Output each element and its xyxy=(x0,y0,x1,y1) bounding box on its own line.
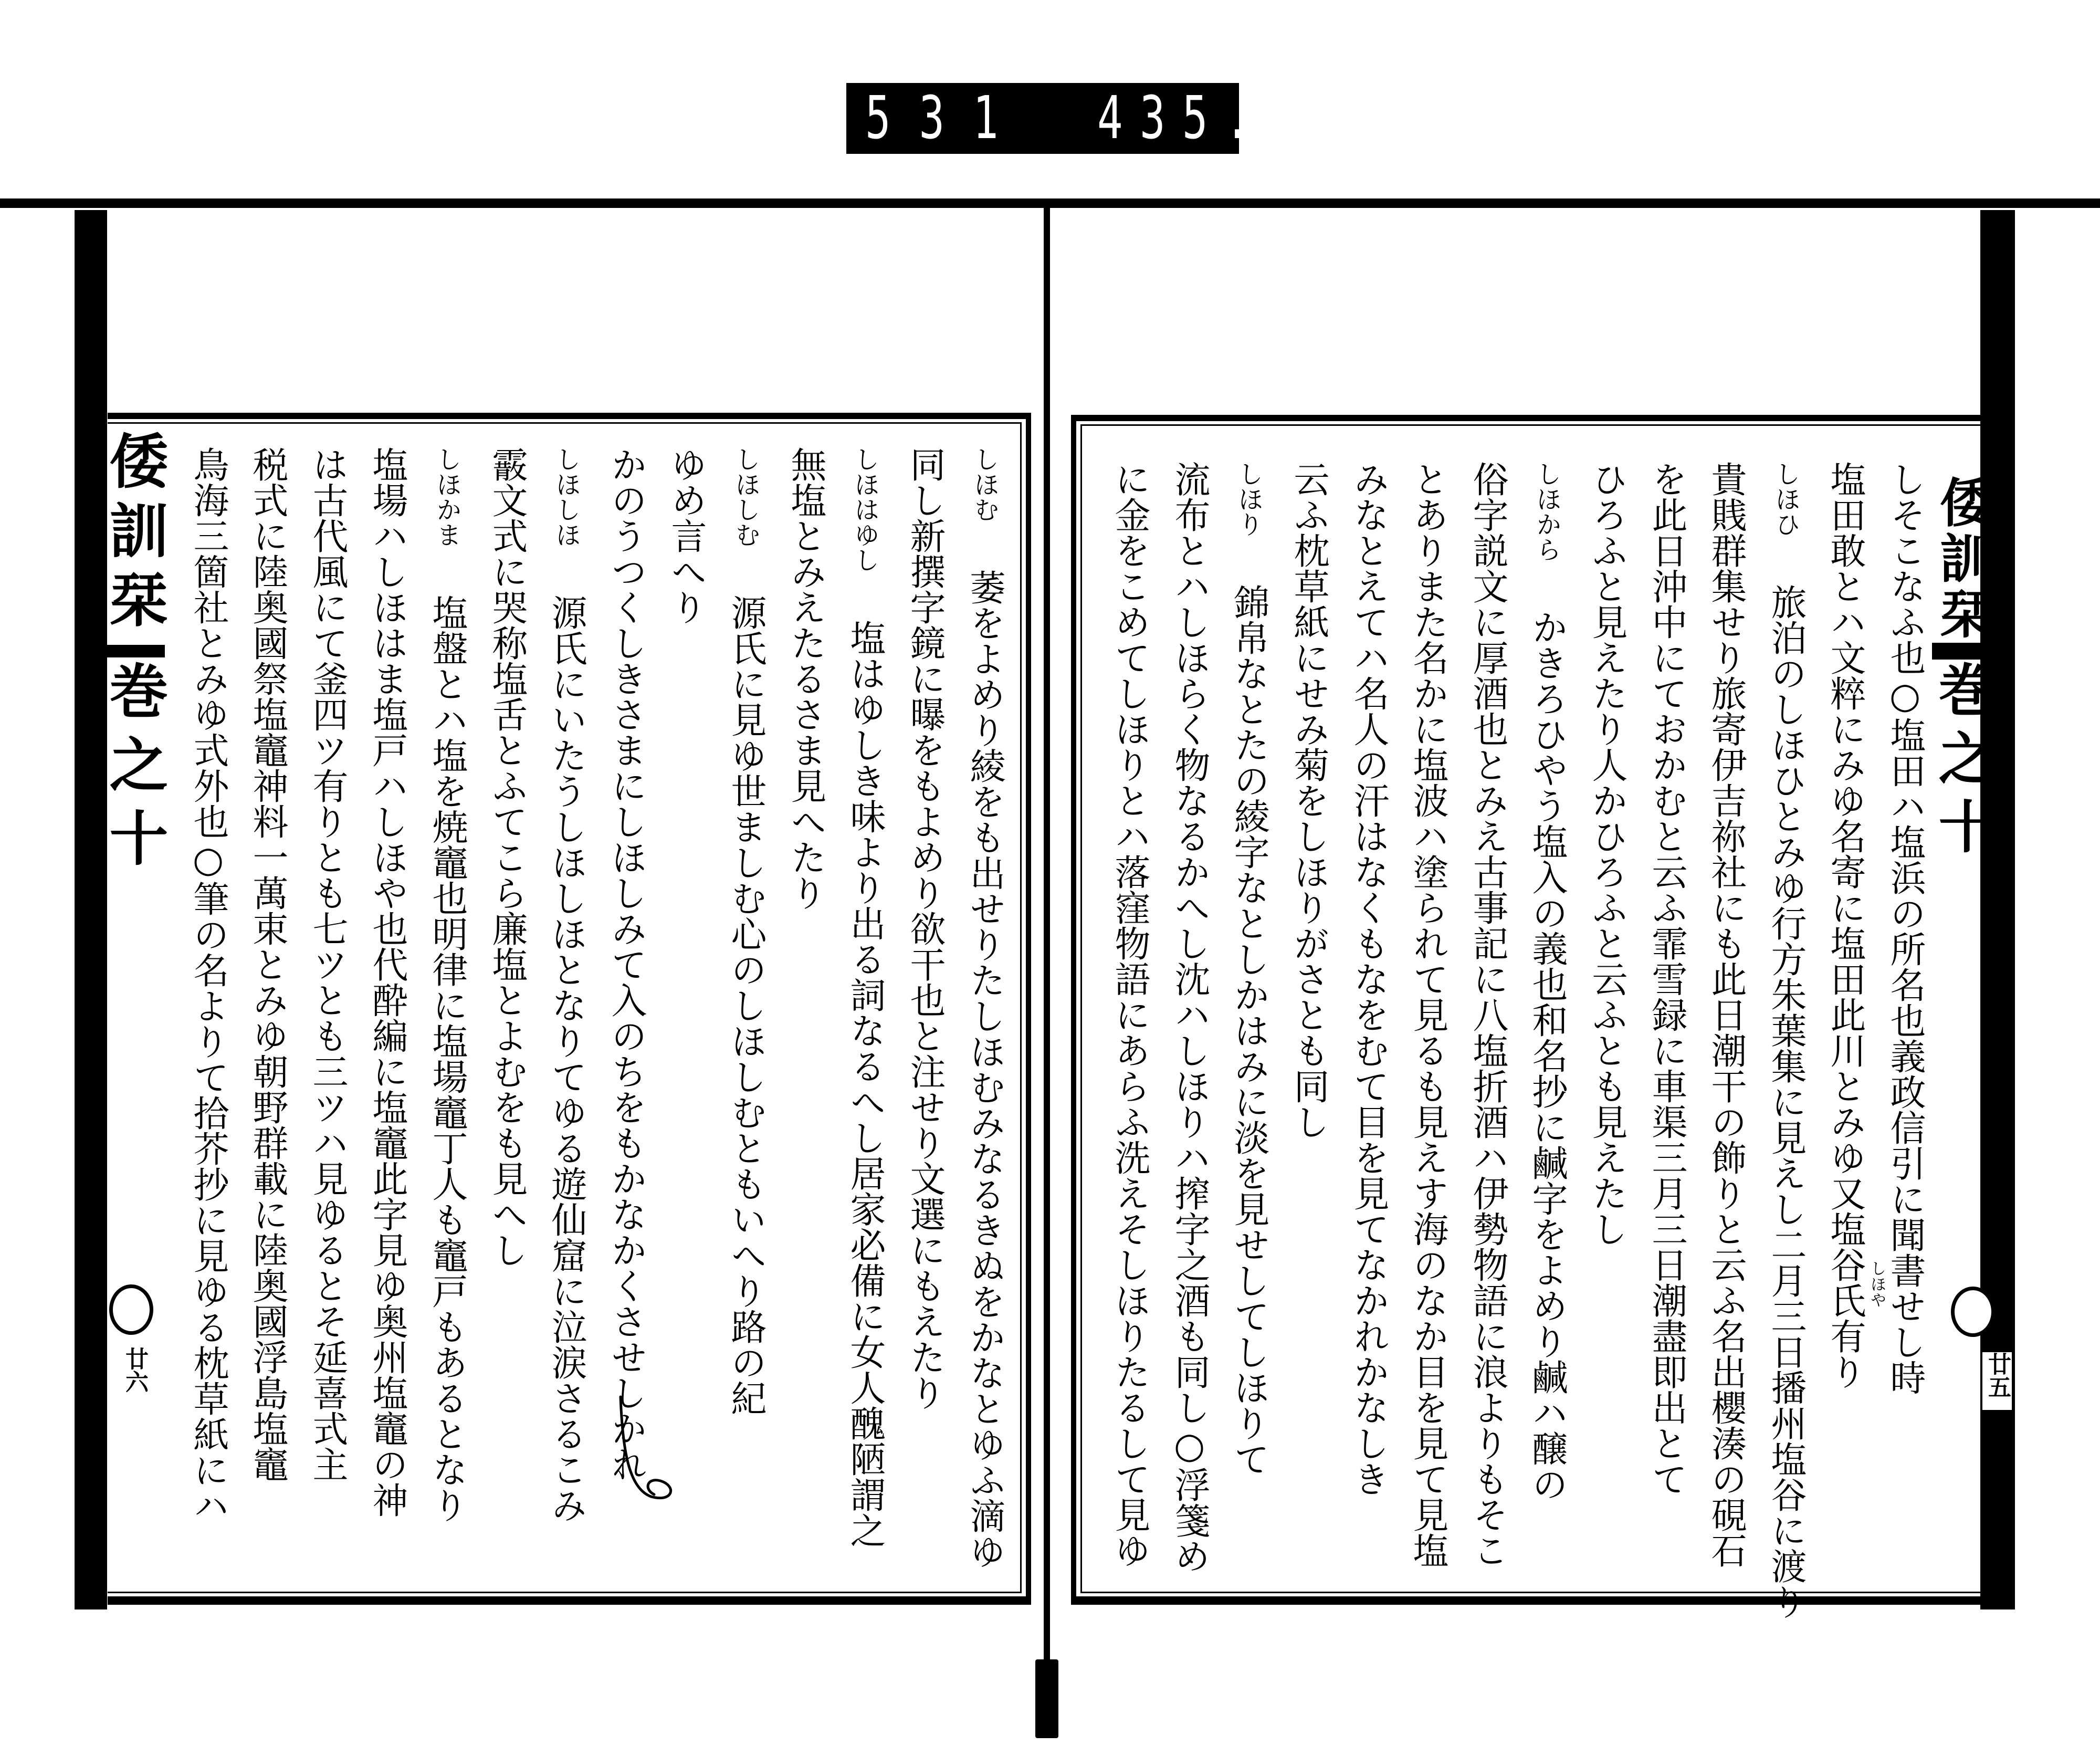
right-margin-title: 倭訓栞 xyxy=(1931,475,1993,642)
column-text: ゆめ言へり xyxy=(665,446,707,625)
left-page-number: 廿六 xyxy=(120,1347,149,1405)
right-margin-fishtail-mark xyxy=(1932,643,1991,660)
catalogue-label xyxy=(846,83,1267,154)
binding-tassel xyxy=(1035,1659,1058,1738)
headword: しほしむ xyxy=(731,446,760,547)
headword: しほから xyxy=(1532,461,1561,562)
column-text: みなとえてハ名人の汗はなくもなをむて目を見てなかれかなしき xyxy=(1348,461,1389,1497)
column-text: 源氏にいたうしほしほとなりてゆる遊仙窟に泣涙さるこみ xyxy=(545,594,587,1523)
book-top-edge xyxy=(0,198,2100,208)
headword: しほむ xyxy=(970,446,999,522)
column-text: 貴賎群集せり旅寄伊吉祢社にも此日潮干の飾りと云ふ名出櫻湊の硯石 xyxy=(1705,461,1747,1568)
left-page-outer-edge xyxy=(75,210,107,1609)
left-margin-volume: 巻之十 xyxy=(100,661,169,881)
headword: しほひ xyxy=(1771,461,1800,537)
column-text: 無塩とみえたるさま見へたり xyxy=(785,446,826,911)
label-number-right: 435. xyxy=(1097,84,1267,152)
column-text: 俗字説文に厚酒也とみえ古事記に八塩折酒ハ伊勢物語に浪よりもそこ xyxy=(1467,461,1508,1568)
right-page-frame-inner-rule xyxy=(1080,424,1980,1593)
book-spine xyxy=(1044,206,1050,1666)
right-page-frame xyxy=(1071,415,1980,1605)
left-page-frame xyxy=(108,413,1031,1605)
headword: しほり xyxy=(1234,461,1263,537)
column-text: に金をこめてしほりとハ落窪物語にあらふ洗えそしほりたるして見ゆ xyxy=(1109,461,1150,1568)
column-text: 塩場ハしほはま塩戸ハしほや也代酔編に塩竈此字見ゆ奥州塩竈の神 xyxy=(366,446,408,1518)
right-page-number: 廿五 xyxy=(1982,1352,2012,1410)
headword: しほはゆし xyxy=(850,446,879,572)
column-text: 錦帛なとたの綾字なとしかはみに淡を見せしてしほりて xyxy=(1228,584,1269,1477)
column-text: 塩盤とハ塩を焼竈也明律に塩場竈丁人も竈戸もあるとなり xyxy=(426,594,468,1523)
column-text: を此日沖中にておかむと云ふ霏雪録に車渠三月三日潮盡即出とて xyxy=(1646,461,1687,1497)
left-page-circle-mark xyxy=(109,1284,153,1335)
left-page-frame-inner-rule xyxy=(108,422,1022,1593)
right-page-circle-mark xyxy=(1951,1287,1995,1337)
column-text: かのうつくしきさまにしほしみて入のちをもかなかくさせしかれ xyxy=(605,446,647,1482)
column-text: 源氏に見ゆ世ましむ心のしほしむともいへり路の紀 xyxy=(725,594,766,1416)
left-margin-title: 倭訓栞 xyxy=(100,431,169,639)
column-text: 鳥海三箇社とみゆ式外也○筆の名よりて拾芥抄に見ゆる枕草紙にハ xyxy=(187,446,229,1523)
column-text: 塩はゆしき味より出る詞なるへし居家必備に女人醜陋謂之 xyxy=(844,620,886,1548)
column-text: 同し新撰字鏡に曝をもよめり欲干也と注せり文選にもえたり xyxy=(904,446,946,1410)
column-text: 税式に陸奥國祭塩竈神料一萬束とみゆ朝野群載に陸奥國浮島塩竈 xyxy=(247,446,288,1482)
column-text: かきろひやう塩入の義也和名抄に鹹字をよめり鹹ハ醸の xyxy=(1526,609,1568,1502)
label-number-left: 531 xyxy=(865,84,1027,152)
right-margin-volume: 巻之十 xyxy=(1929,661,1995,865)
left-margin-fishtail-mark xyxy=(103,645,165,657)
column-text: とありまた名かに塩波ハ塗られて見るも見えす海のなか目を見て見塩 xyxy=(1407,461,1448,1568)
column-text: は古代風にて釜四ツ有りとも七ツとも三ツハ見ゆるとそ延喜式主 xyxy=(307,446,348,1482)
column-text: ひろふと見えたり人かひろふと云ふとも見えたし xyxy=(1586,461,1628,1247)
headword: しほしほ xyxy=(551,446,581,547)
column-text: 霰文式に哭称塩舌とふてこら廉塩とよむをも見へし xyxy=(486,446,528,1268)
column-text: 云ふ枕草紙にせみ菊をしほりがさとも同し xyxy=(1288,461,1329,1140)
column-text: 旅泊のしほひとみゆ行方朱葉集に見えし二月三日播州塩谷に渡り xyxy=(1765,584,1807,1619)
column-text: しそこなふ也○塩田ハ塩浜の所名也義政信引に聞書せし時 xyxy=(1884,461,1926,1395)
column-text: 流布とハしほらく物なるかへし沈ハしほりハ搾字之酒も同し○浮箋め xyxy=(1169,461,1210,1574)
headword: しほかま xyxy=(432,446,461,547)
column-text: 塩田敢とハ文粹にみゆ名寄に塩田此川とみゆ又塩谷氏有り xyxy=(1824,461,1866,1389)
column-text: 萎をよめり綾をも出せりたしほむみなるきぬをかなとゆふ滴ゆ xyxy=(964,569,1005,1569)
reading-gloss: しほや xyxy=(1867,1260,1886,1308)
